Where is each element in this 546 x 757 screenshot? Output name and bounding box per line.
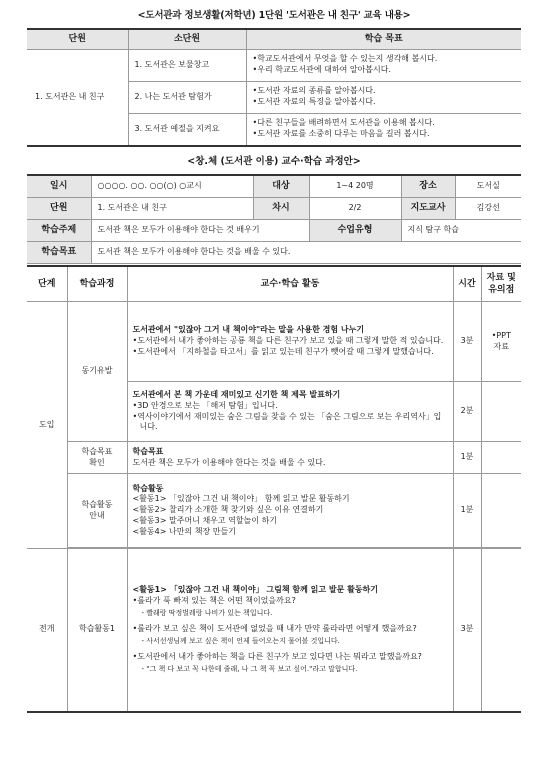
teacher-value: 김강선: [455, 197, 521, 219]
material-cell: [481, 382, 521, 442]
goal-label: 학습목표: [27, 241, 91, 263]
header-time: 시간: [453, 266, 481, 302]
teaching-activity-table: [27, 265, 521, 713]
guide-line: <활동3> 말주머니 채우고 역할놀이 하기: [132, 515, 278, 525]
lesson-plan-title: <창.체 (도서관 이용) 교수·학습 과정안>: [187, 156, 361, 167]
date-label: 일시: [27, 175, 91, 197]
question-text: •롤라가 푹 빠져 있는 책은 어떤 책이었을까요?: [132, 595, 296, 605]
material-cell: •PPT 자료: [481, 302, 521, 382]
guide-line: <활동4> 나만의 책장 만들기: [132, 526, 236, 536]
goal-text: 도서관 책은 모두가 이용해야 한다는 것을 배울 수 있다.: [132, 457, 326, 467]
guide-activity: [127, 474, 453, 548]
activity-title: 학습활동: [132, 483, 164, 493]
activity-title: 학습목표: [132, 446, 164, 456]
goal-check-activity: [127, 442, 453, 474]
question-text: •롤라가 보고 싶은 책이 도서관에 없었을 때 내가 만약 롤라라면 어떻게 했을까요?: [132, 624, 417, 634]
unit-cell: 1. 도서관은 내 친구: [27, 49, 128, 146]
period-value: 2/2: [309, 197, 401, 219]
unit-label: 단원: [27, 197, 91, 219]
header-unit: 단원: [27, 29, 128, 49]
subunit-3: 3. 도서관 예절을 지켜요: [128, 113, 246, 146]
goal-text: •우리 학교도서관에 대하여 알아봅시다.: [252, 65, 392, 74]
header-activity: 교수·학습 활동: [127, 266, 453, 302]
type-value: 지식 탐구 학습: [401, 219, 521, 241]
process-guide: 학습활동 안내: [67, 474, 127, 548]
goal-value: 도서관 책은 모두가 이용해야 한다는 것을 배울 수 있다.: [91, 241, 521, 263]
place-value: 도서실: [455, 175, 521, 197]
goal-text: •도서관 자료의 특징을 알아봅시다.: [252, 97, 376, 106]
type-label: 수업유형: [309, 219, 401, 241]
guide-line: <활동2> 찰리가 소개한 책 찾기와 싶은 이유 연결하기: [132, 505, 324, 515]
goal-cell-3: [246, 113, 521, 146]
activity1-content: [127, 549, 453, 712]
place-label: 장소: [401, 175, 455, 197]
topic-value: 도서관 책은 모두가 이용해야 한다는 것 배우기: [91, 219, 309, 241]
time-cell: 2분: [453, 382, 481, 442]
time-cell: 1분: [453, 442, 481, 474]
question-text: •도서관에서 내가 좋아하는 책을 다른 친구가 보고 있다면 나는 뭐라고 말했을까요?: [132, 652, 422, 662]
goal-text: •다른 친구들을 배려하면서 도서관을 이용해 봅시다.: [252, 118, 435, 128]
time-cell: 1분: [453, 474, 481, 548]
motivation-activity-2: [127, 382, 453, 442]
lesson-info-table: [27, 174, 521, 264]
process-motivation: 동기유발: [67, 302, 127, 442]
target-value: 1~4 20명: [309, 175, 401, 197]
goal-cell-1: [246, 49, 521, 81]
stage-development: 전개: [27, 549, 67, 712]
bullet-text: •도서관에서 내가 좋아하는 공룡 책을 다른 친구가 보고 있을 때 그렇게 말한 적 있습니다.: [132, 336, 444, 346]
time-cell: 3분: [453, 302, 481, 382]
period-label: 차시: [253, 197, 309, 219]
material-cell: [481, 549, 521, 712]
header-goal: 학습 목표: [246, 29, 521, 49]
bullet-text: •3D 안경으로 보는 「해저 탐험」입니다.: [132, 400, 278, 410]
header-material: 자료 및 유의점: [481, 266, 521, 302]
process-activity1: 학습활동1: [67, 549, 127, 712]
target-label: 대상: [253, 175, 309, 197]
stage-intro: 도입: [27, 302, 67, 549]
unit-value: 1. 도서관은 내 친구: [91, 197, 253, 219]
subunit-1: 1. 도서관은 보물창고: [128, 49, 246, 81]
curriculum-table: [27, 28, 521, 147]
activity-title: 도서관에서 "있잖아 그거 내 책이야"라는 말을 사용한 경험 나누기: [132, 325, 365, 335]
time-cell: 3분: [453, 549, 481, 712]
subunit-2: 2. 나는 도서관 탐험가: [128, 81, 246, 113]
process-goal-check: 학습목표 확인: [67, 442, 127, 474]
activity-title: <활동1> 「있잖아 그건 내 책이야」 그림책 함께 읽고 발문 활동하기: [132, 585, 379, 594]
bullet-text: •역사이야기에서 재미있는 숨은 그림을 찾을 수 있는 「숨은 그림으로 보는 우리역사」입니다.: [132, 411, 442, 432]
material-cell: [481, 442, 521, 474]
goal-cell-2: [246, 81, 521, 113]
goal-text: •학교도서관에서 무엇을 할 수 있는지 생각해 봅시다.: [252, 54, 438, 64]
lesson-plan-page: [27, 0, 521, 713]
teacher-label: 지도교사: [401, 197, 455, 219]
header-subunit: 소단원: [128, 29, 246, 49]
material-cell: [481, 474, 521, 548]
answer-text: - 빨래랑 딱정벌레랑 나비가 있는 책입니다.: [141, 608, 273, 617]
answer-text: - "그 책 다 보고 꼭 나한테 줄래, 나 그 책 꼭 보고 싶어."라고 말합니다.: [141, 665, 358, 674]
header-process: 학습과정: [67, 266, 127, 302]
topic-label: 학습주제: [27, 219, 91, 241]
curriculum-title: <도서관과 정보생활(저학년) 1단원 '도서관은 내 친구' 교육 내용>: [137, 10, 411, 21]
goal-text: •도서관 자료를 소중히 다루는 마음을 길러 봅시다.: [252, 129, 430, 139]
goal-text: •도서관 자료의 종류를 알아봅시다.: [252, 86, 376, 96]
answer-text: - 사서선생님께 보고 싶은 책이 언제 들어오는지 물어볼 것입니다.: [141, 636, 340, 645]
activity-title: 도서관에서 본 책 가운데 재미있고 신기한 책 제목 발표하기: [132, 389, 341, 399]
date-value: ○○○○. ○○. ○○(○) ○교시: [91, 175, 253, 197]
bullet-text: •도서관에서 「지하철을 타고서」를 읽고 있는데 친구가 뺏어갈 때 그렇게 말했습니다.: [132, 346, 434, 356]
motivation-activity-1: [127, 302, 453, 382]
header-stage: 단계: [27, 266, 67, 302]
guide-line: <활동1> 「있잖아 그건 내 책이야」 함께 읽고 발문 활동하기: [132, 494, 350, 504]
